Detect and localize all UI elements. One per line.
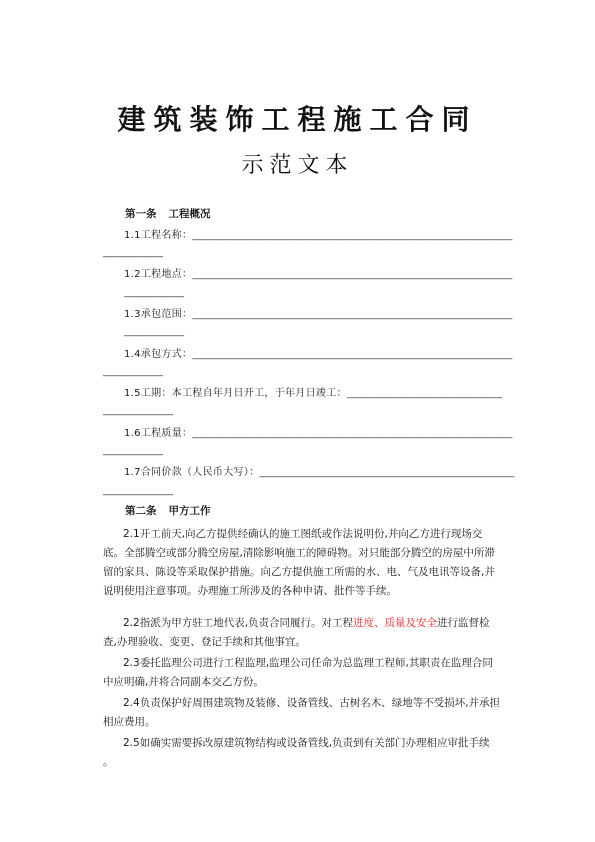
field-project-location [124, 265, 512, 280]
fill-blank: ________________________________________________________________ [192, 309, 513, 320]
fill-blank-continuation: ____________ [103, 366, 163, 377]
field-construction-period [124, 384, 502, 399]
clause-2-2-text-end: 进行监督检查,办理验收、变更、登记手续和其他事宜。 [103, 617, 490, 648]
document-subtitle: 示范文本 [241, 153, 354, 178]
fill-blank: ________________________________________________________________ [192, 428, 513, 439]
document-title: 建筑装饰工程施工合同 [117, 103, 478, 136]
fill-blank-continuation: ______________ [103, 405, 173, 416]
fill-blank: _______________________________ [346, 388, 502, 399]
fill-blank: ________________________________________________________________ [192, 230, 513, 241]
fill-blank: ________________________________________________________________ [192, 269, 513, 280]
section-1-title: 工程概况 [168, 208, 211, 220]
fill-blank: ___________________________________________________ [259, 467, 515, 478]
clause-2-2 [103, 614, 503, 652]
fill-blank-continuation: ____________ [103, 445, 163, 456]
fill-blank-continuation: ____________ [124, 287, 184, 298]
clause-2-4: 2.4负责保护好周围建筑物及装修、设备管线、古树名木、绿地等不受损坏,并承担相应费用。 [103, 697, 501, 728]
section-1-heading [125, 206, 211, 221]
clause-2-5: 2.5如确实需要拆改原建筑物结构或设备管线,负责到有关部门办理相应审批手续 。 [103, 737, 490, 768]
section-1-number: 第一条 [125, 208, 157, 220]
clause-2-2-text: 2.2指派为甲方驻工地代表,负责合同履行。对工程 [123, 617, 354, 629]
field-label: 1.2工程地点： [124, 269, 193, 280]
field-label: 1.5工期：本工程自年月日开工，于年月日竣工： [124, 388, 347, 399]
field-contract-scope [124, 305, 512, 320]
field-contract-method [124, 345, 512, 360]
field-label: 1.7合同价款（人民币大写）： [124, 467, 260, 478]
fill-blank-continuation: ______________ [103, 485, 173, 496]
field-project-quality [124, 424, 512, 439]
clause-2-3: 2.3委托监理公司进行工程监理,监理公司任命为总监理工程师,其职责在监理合同中应明确,并将合同副本交乙方份。 [103, 657, 493, 688]
clause-2-2-highlight: 进度、质量及安全 [353, 617, 438, 629]
section-2-number: 第二条 [125, 505, 157, 517]
clause-2-1: 2.1开工前天,向乙方提供经确认的施工图纸或作法说明份,并向乙方进行现场交底。全部腾空或部分腾空房屋,清除影响施工的障碍物。对只能部分腾空的房屋中所滞留的家具、陈设等采取保护措施。向乙方提供施工所需的水、电、气及电讯等设备,并说明使用注意事项。办理施工所涉及的各种申请、批件等手续。 [103, 528, 495, 597]
fill-blank: ________________________________________________________________ [192, 349, 513, 360]
field-label: 1.3承包范围： [124, 309, 193, 320]
field-label: 1.6工程质量： [124, 428, 193, 439]
field-contract-price [124, 463, 514, 478]
fill-blank-continuation: ____________ [103, 247, 163, 258]
field-label: 1.1工程名称： [124, 230, 193, 241]
fill-blank-continuation: ____________ [124, 326, 184, 337]
field-label: 1.4承包方式： [124, 349, 193, 360]
section-2-title: 甲方工作 [168, 505, 211, 517]
field-project-name [124, 226, 512, 241]
section-2-heading [125, 503, 211, 518]
